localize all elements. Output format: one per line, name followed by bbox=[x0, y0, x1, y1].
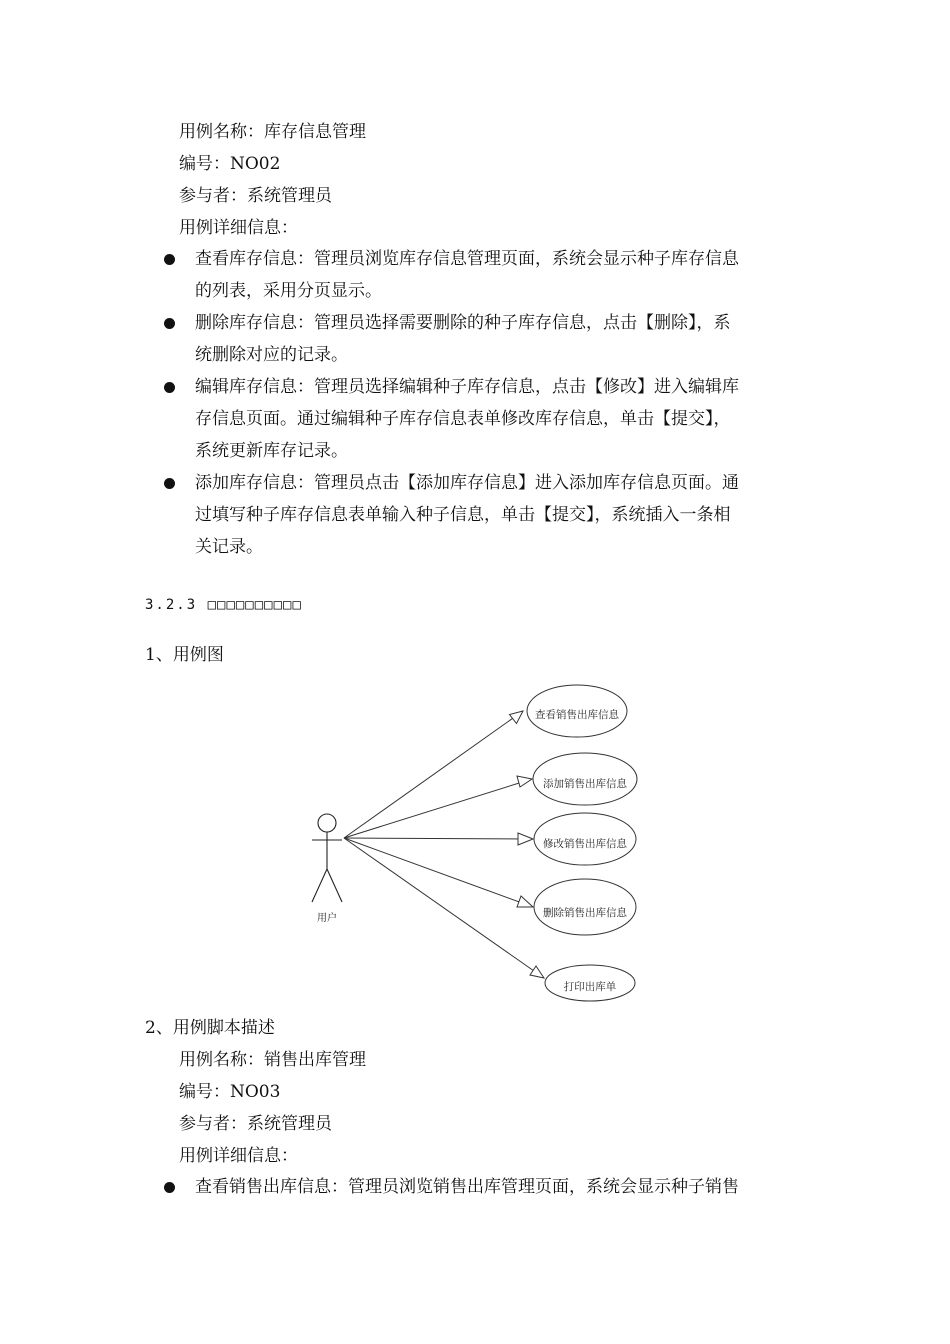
uc1-name: 用例名称：库存信息管理 bbox=[179, 122, 366, 142]
actor-label: 用户 bbox=[317, 913, 337, 924]
section-title: □□□□□□□□□□ bbox=[207, 597, 302, 613]
use-case-label: 修改销售出库信息 bbox=[543, 838, 627, 850]
use-case-label: 查看销售出库信息 bbox=[535, 709, 619, 721]
arrowhead bbox=[510, 711, 524, 724]
use-case-label: 打印出库单 bbox=[563, 981, 617, 993]
actor-figure bbox=[312, 814, 342, 902]
uc1-id: 编号：NO02 bbox=[179, 154, 281, 174]
use-case-label: 删除销售出库信息 bbox=[543, 907, 627, 919]
use-case-label: 添加销售出库信息 bbox=[543, 778, 627, 790]
uc1-bullet-3-line-2: 存信息页面。通过编辑种子库存信息表单修改库存信息，单击【提交】， bbox=[195, 409, 731, 429]
uc2-actor: 参与者：系统管理员 bbox=[179, 1114, 332, 1134]
script-heading: 2、用例脚本描述 bbox=[145, 1018, 275, 1038]
uc1-bullet-1-line-2: 的列表，采用分页显示。 bbox=[195, 281, 382, 301]
uc1-bullet-4-line-1: 添加库存信息：管理员点击【添加库存信息】进入添加库存信息页面。通 bbox=[195, 473, 739, 493]
association-line bbox=[344, 779, 532, 838]
association-line bbox=[344, 711, 523, 838]
arrowhead bbox=[517, 776, 532, 787]
uc2-bullet-1-line-1: 查看销售出库信息：管理员浏览销售出库管理页面，系统会显示种子销售 bbox=[195, 1177, 739, 1197]
arrowhead bbox=[530, 966, 544, 978]
uc1-bullet-2-line-1: 删除库存信息：管理员选择需要删除的种子库存信息，点击【删除】，系 bbox=[195, 313, 731, 333]
diagram-heading: 1、用例图 bbox=[145, 645, 224, 665]
association-line bbox=[344, 838, 544, 978]
uc1-actor: 参与者：系统管理员 bbox=[179, 186, 332, 206]
uc1-bullet-3-line-3: 系统更新库存记录。 bbox=[195, 441, 348, 461]
arrowhead bbox=[518, 833, 533, 845]
bullet-dot bbox=[164, 1182, 175, 1193]
uc1-detail-heading: 用例详细信息： bbox=[179, 218, 298, 238]
uc2-detail-heading: 用例详细信息： bbox=[179, 1146, 298, 1166]
uc2-name: 用例名称：销售出库管理 bbox=[179, 1050, 366, 1070]
uc2-id: 编号：NO03 bbox=[179, 1082, 281, 1102]
uc1-bullet-4-line-3: 关记录。 bbox=[195, 537, 263, 557]
association-line bbox=[344, 838, 533, 839]
uc1-bullet-3-line-1: 编辑库存信息：管理员选择编辑种子库存信息，点击【修改】进入编辑库 bbox=[195, 377, 739, 397]
uc1-bullet-4-line-2: 过填写种子库存信息表单输入种子信息，单击【提交】，系统插入一条相 bbox=[195, 505, 731, 525]
uc1-bullet-2-line-2: 统删除对应的记录。 bbox=[195, 345, 348, 365]
section-number: 3.2.3 bbox=[145, 597, 198, 613]
association-line bbox=[344, 838, 533, 907]
arrowhead bbox=[517, 896, 533, 907]
uc1-bullet-1-line-1: 查看库存信息：管理员浏览库存信息管理页面，系统会显示种子库存信息 bbox=[195, 249, 739, 269]
